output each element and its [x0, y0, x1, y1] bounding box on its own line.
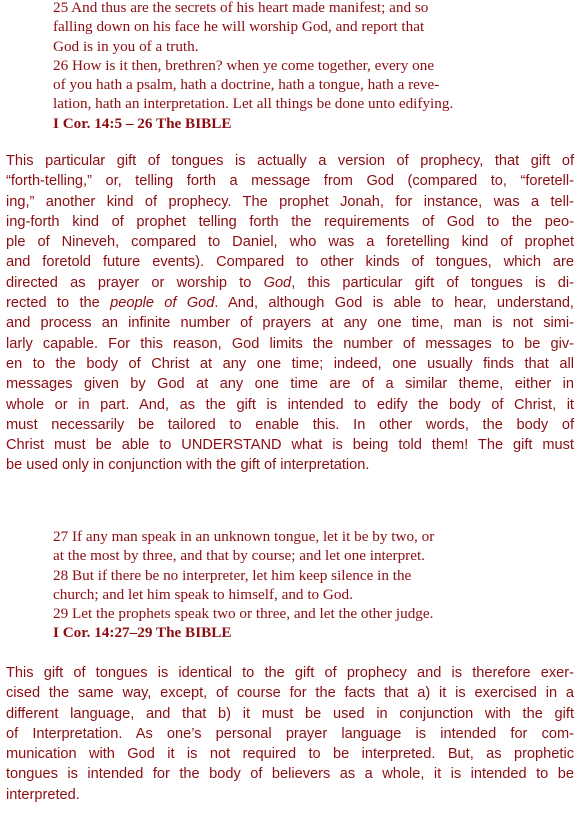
quote-line: at the most by three, and that by course; and let one interpret. — [53, 547, 425, 565]
scripture-quote-1 — [53, 0, 523, 133]
paragraph-line: rected to the people of God. And, although God is able to hear, understand, — [6, 295, 574, 312]
paragraph-line: ing-forth kind of prophet telling forth the requirements of God to the peo- — [6, 213, 574, 230]
paragraph-line: This gift of tongues is identical to the gift of prophecy and is therefore exer- — [6, 665, 574, 681]
paragraph-line: and foretold future events). Compared to other kinds of tongues, which are — [6, 254, 574, 271]
paragraph-1 — [6, 151, 574, 476]
paragraph-line: interpreted. — [6, 786, 80, 803]
quote-line: God is in you of a truth. — [53, 37, 199, 55]
emphasis-text: people of God — [110, 295, 215, 312]
quote-line: falling down on his face he will worship God, and report that — [53, 18, 425, 36]
scripture-quote-2 — [53, 527, 523, 643]
paragraph-line: tongues is intended for the body of believers as a whole, it is intended to be — [6, 766, 574, 783]
quote-citation: I Cor. 14:27–29 The BIBLE — [53, 624, 232, 642]
quote-line: lation, hath an interpretation. Let all things be done unto edifying. — [53, 95, 454, 113]
paragraph-line: directed as prayer or worship to God, this particular gift of tongues is di- — [6, 274, 574, 291]
paragraph-line: larly capable. For this reason, God limits the number of messages to be giv- — [6, 335, 574, 352]
paragraph-line: ing,” another kind of prophecy. The prophet Jonah, for instance, was a tell- — [6, 193, 574, 210]
paragraph-line: of Interpretation. As one’s personal prayer language is intended for com- — [6, 725, 574, 742]
quote-line: 29 Let the prophets speak two or three, and let the other judge. — [53, 605, 434, 623]
paragraph-line: whole or in part. And, as the gift is intended to edify the body of Christ, it — [6, 396, 574, 413]
paragraph-line: be used only in conjunction with the gift of interpretation. — [6, 457, 370, 474]
paragraph-line: ple of Nineveh, compared to Daniel, who was a foretelling kind of prophet — [6, 234, 574, 251]
quote-line: 27 If any man speak in an unknown tongue, let it be by two, or — [53, 528, 435, 545]
quote-line: 28 But if there be no interpreter, let him keep silence in the — [53, 566, 412, 584]
paragraph-2 — [6, 663, 574, 805]
paragraph-line: messages given by God at any one time are of a similar theme, either in — [6, 376, 574, 393]
paragraph-line: and process an infinite number of prayers at any one time, man is not simi- — [6, 315, 574, 332]
quote-citation: I Cor. 14:5 – 26 The BIBLE — [53, 114, 232, 132]
quote-line: 26 How is it then, brethren? when ye come together, every one — [53, 56, 435, 74]
paragraph-line: Christ must be able to UNDERSTAND what is being told them! The gift must — [6, 437, 574, 454]
quote-line: of you hath a psalm, hath a doctrine, hath a tongue, hath a reve- — [53, 76, 440, 94]
paragraph-line: This particular gift of tongues is actually a version of prophecy, that gift of — [6, 153, 574, 169]
paragraph-line: cised the same way, except, of course for the facts that a) it is exercised in a — [6, 685, 574, 702]
paragraph-line: en to the body of Christ at any one time; indeed, one usually finds that all — [6, 355, 574, 372]
paragraph-line: must necessarily be tailored to enable this. In other words, the body of — [6, 416, 574, 433]
paragraph-line: “forth-telling,” or, telling forth a message from God (compared to, “foretell- — [6, 173, 574, 190]
quote-line: church; and let him speak to himself, and to God. — [53, 585, 353, 603]
paragraph-line: munication with God it is not required to be interpreted. But, as prophetic — [6, 746, 574, 763]
quote-line: 25 And thus are the secrets of his heart made manifest; and so — [53, 0, 429, 16]
paragraph-line: different language, and that b) it must be used in conjunction with the gift — [6, 705, 574, 722]
emphasis-text: God — [263, 274, 292, 291]
